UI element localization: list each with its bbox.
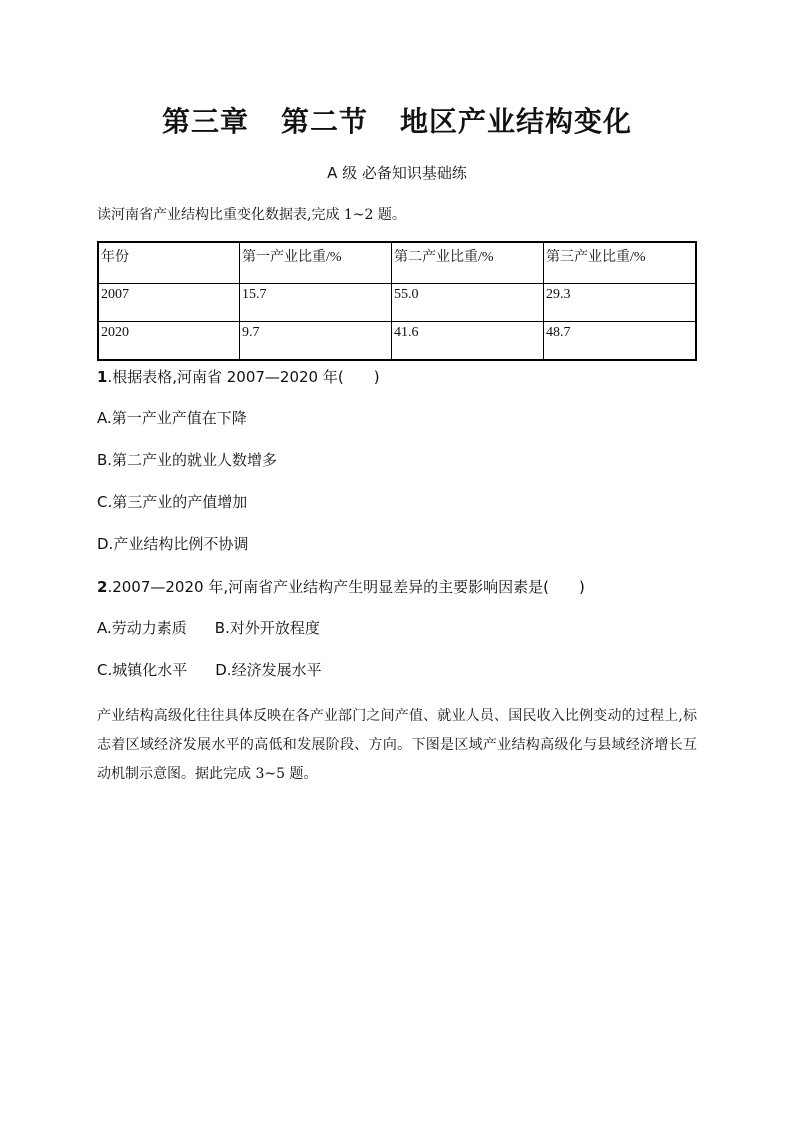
topic-label: 地区产业结构变化 xyxy=(400,105,633,138)
question-2-option-a: A.劳动力素质 xyxy=(97,619,187,637)
table-row xyxy=(98,284,696,322)
data-table xyxy=(97,241,697,361)
table-cell: 2007 xyxy=(98,284,240,322)
table-header-cell: 第一产业比重/% xyxy=(240,242,392,284)
table-row xyxy=(98,322,696,361)
table-header-row xyxy=(98,242,696,284)
table-cell: 55.0 xyxy=(392,284,544,322)
intro-text: 读河南省产业结构比重变化数据表,完成 1~2 题。 xyxy=(97,207,406,223)
question-number: 2 xyxy=(97,578,108,596)
question-2-options-row-2 xyxy=(97,659,322,680)
table-header-cell: 第二产业比重/% xyxy=(392,242,544,284)
question-2-option-b: B.对外开放程度 xyxy=(214,619,320,637)
question-2-options-row-1 xyxy=(97,617,320,638)
section-label: 第二节 xyxy=(280,105,368,138)
table-cell: 15.7 xyxy=(240,284,392,322)
page-title xyxy=(0,100,794,140)
table-cell: 29.3 xyxy=(544,284,697,322)
question-1-option-d: D.产业结构比例不协调 xyxy=(97,535,249,553)
question-2-option-d: D.经济发展水平 xyxy=(215,661,322,679)
level-title: A 级 必备知识基础练 xyxy=(327,164,467,182)
question-number: 1 xyxy=(97,368,108,386)
table-header-cell: 第三产业比重/% xyxy=(544,242,697,284)
table-header-cell: 年份 xyxy=(98,242,240,284)
chapter-label: 第三章 xyxy=(161,105,249,138)
question-2-stem xyxy=(97,576,585,597)
question-1-option-a: A.第一产业产值在下降 xyxy=(97,409,247,427)
question-text: .根据表格,河南省 2007—2020 年( ) xyxy=(107,368,380,386)
table-cell: 41.6 xyxy=(392,322,544,361)
question-text: .2007—2020 年,河南省产业结构产生明显差异的主要影响因素是( ) xyxy=(107,578,585,596)
question-1-stem xyxy=(97,366,380,387)
table-cell: 9.7 xyxy=(240,322,392,361)
table-cell: 48.7 xyxy=(544,322,697,361)
question-1-option-b: B.第二产业的就业人数增多 xyxy=(97,451,278,469)
question-2-option-c: C.城镇化水平 xyxy=(97,661,188,679)
table-cell: 2020 xyxy=(98,322,240,361)
question-1-option-c: C.第三产业的产值增加 xyxy=(97,493,248,511)
passage-text: 产业结构高级化往往具体反映在各产业部门之间产值、就业人员、国民收入比例变动的过程上,标志着区域经济发展水平的高低和发展阶段、方向。下图是区域产业结构高级化与县域经济增长互动机制示意图。据此完成 3~5 题。 xyxy=(97,708,697,782)
